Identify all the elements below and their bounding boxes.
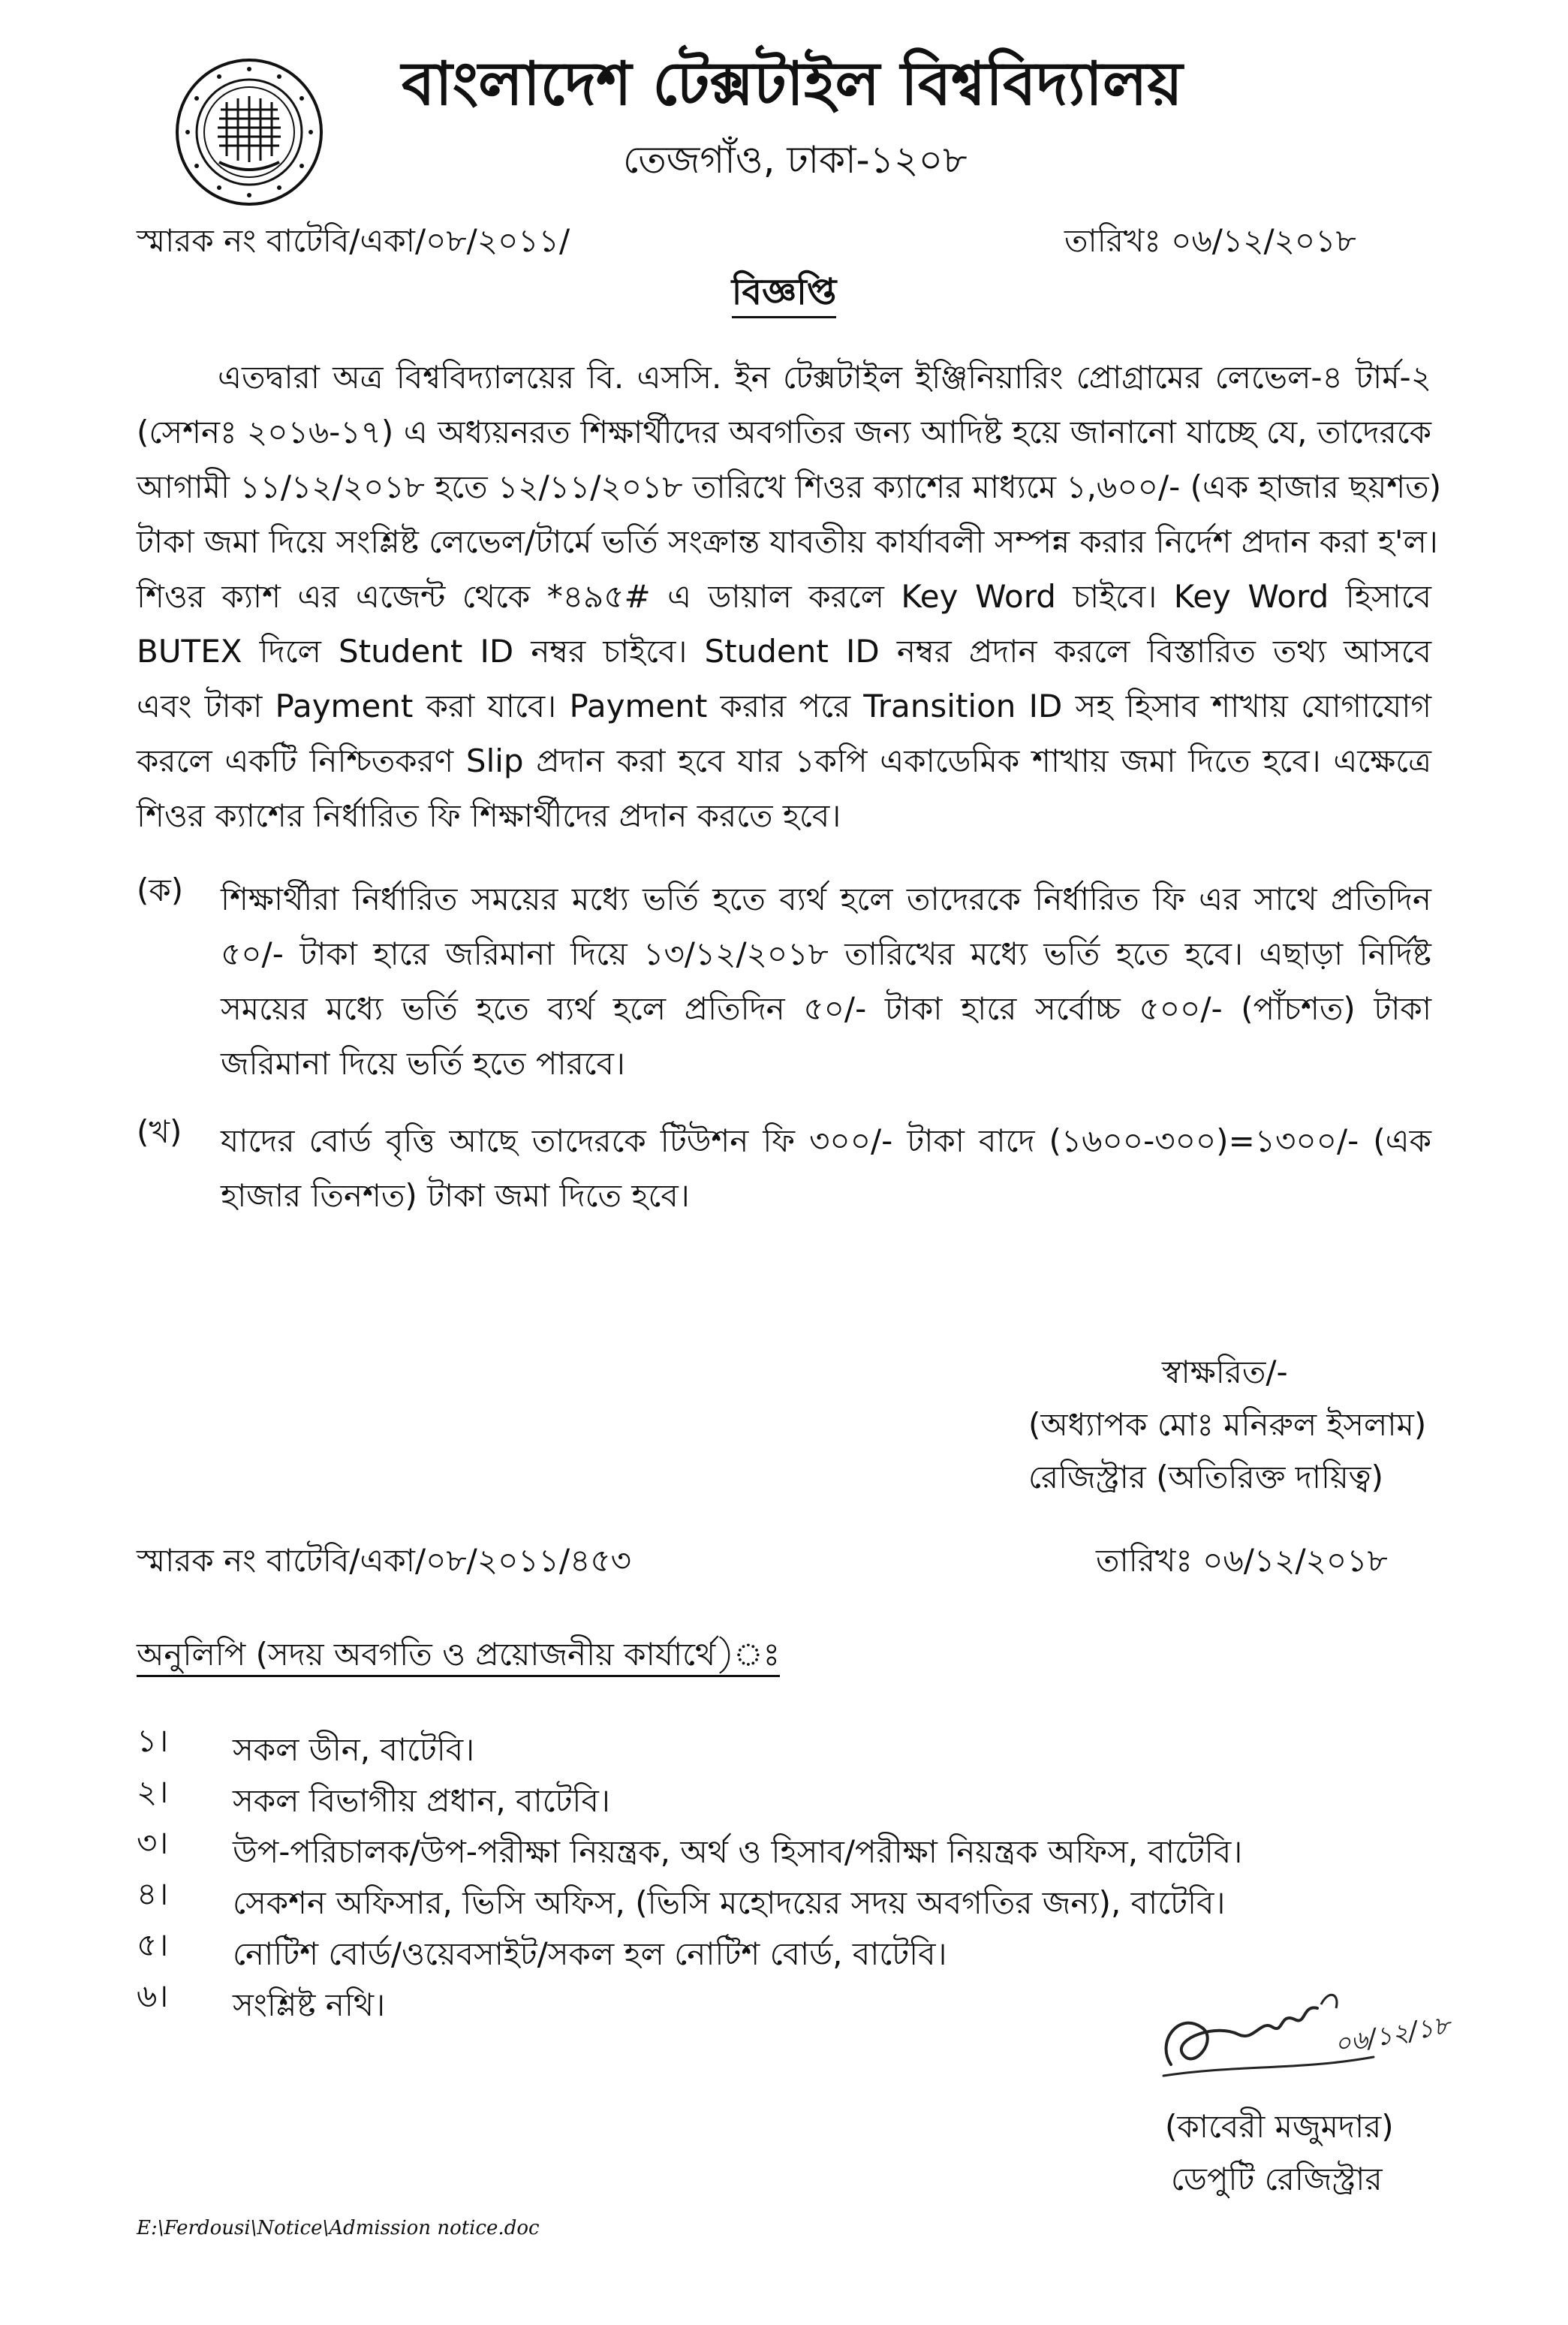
point-line: হাজার তিনশত) টাকা জমা দিতে হবে। <box>221 1177 690 1214</box>
paragraph-line: শিওর ক্যাশের নির্ধারিত ফি শিক্ষার্থীদের প্রদান করতে হবে। <box>137 797 841 834</box>
memo-reference-bottom: স্মারক নং বাটেবি/একা/০৮/২০১১/৪৫৩ <box>137 1542 631 1579</box>
copy-to-item: উপ-পরিচালক/উপ-পরীক্ষা নিয়ন্ত্রক, অর্থ ও হিসাব/পরীক্ষা নিয়ন্ত্রক অফিস, বাটেবি। <box>233 1833 1243 1870</box>
deputy-designation: ডেপুটি রেজিস্ট্রার <box>1171 2161 1383 2197</box>
paragraph-line: এবং টাকা Payment করা যাবে। Payment করার পরে Transition ID সহ হিসাব শাখায় যোগাযোগ <box>137 688 1431 724</box>
registrar-name: (অধ্যাপক মোঃ মনিরুল ইসলাম) <box>1028 1406 1427 1443</box>
university-name: বাংলাদেশ টেক্সটাইল বিশ্ববিদ্যালয় <box>402 49 1183 119</box>
university-address: তেজগাঁও, ঢাকা-১২০৮ <box>623 138 968 182</box>
point-line: জরিমানা দিয়ে ভর্তি হতে পারবে। <box>221 1045 625 1082</box>
copy-to-number: ২। <box>137 1773 169 1810</box>
point-line: যাদের বোর্ড বৃত্তি আছে তাদেরকে টিউশন ফি ৩০০/- টাকা বাদে (১৬০০-৩০০)=১৩০০/- (এক <box>221 1122 1431 1159</box>
copy-to-item: সকল ডীন, বাটেবি। <box>233 1731 475 1768</box>
paragraph-line: শিওর ক্যাশ এর এজেন্ট থেকে *৪৯৫# এ ডায়াল করলে Key Word চাইবে। Key Word হিসাবে <box>137 578 1431 615</box>
university-seal-icon <box>174 57 324 207</box>
memo-date-bottom: তারিখঃ ০৬/১২/২০১৮ <box>1096 1542 1388 1579</box>
handwritten-date: ০৬/১২/১৮ <box>1332 2010 1452 2060</box>
paragraph-line: আগামী ১১/১২/২০১৮ হতে ১২/১১/২০১৮ তারিখে শিওর ক্যাশের মাধ্যমে ১,৬০০/- (এক হাজার ছয়শত) <box>137 468 1442 505</box>
signed-mark: স্বাক্ষরিত/- <box>1162 1354 1288 1390</box>
copy-to-item: সেকশন অফিসার, ভিসি অফিস, (ভিসি মহোদয়ের সদয় অবগতির জন্য), বাটেবি। <box>233 1884 1226 1921</box>
file-path: E:\Ferdousi\Notice\Admission notice.doc <box>137 2217 540 2239</box>
handwritten-signature <box>1148 1982 1464 2095</box>
paragraph-line: এতদ্বারা অত্র বিশ্ববিদ্যালয়ের বি. এসসি. ইন টেক্সটাইল ইঞ্জিনিয়ারিং প্রোগ্রামের লেভেল-৪ টার্ম-২ <box>218 359 1431 396</box>
point-marker: (খ) <box>137 1113 182 1150</box>
point-line: সময়ের মধ্যে ভর্তি হতে ব্যর্থ হলে প্রতিদিন ৫০/- টাকা হারে সর্বোচ্চ ৫০০/- (পাঁচশত) টাকা <box>221 990 1431 1027</box>
paragraph-line: টাকা জমা দিয়ে সংশ্লিষ্ট লেভেল/টার্মে ভর্তি সংক্রান্ত যাবতীয় কার্যাবলী সম্পন্ন করার নির্দেশ প্রদান করা হ'ল। <box>137 523 1438 560</box>
memo-date-top: তারিখঃ ০৬/১২/২০১৮ <box>1064 222 1356 259</box>
notice-title <box>0 271 1568 313</box>
deputy-name: (কাবেরী মজুমদার) <box>1165 2108 1394 2145</box>
copy-to-number: ৪। <box>137 1875 169 1912</box>
copy-to-item: সকল বিভাগীয় প্রধান, বাটেবি। <box>233 1782 610 1819</box>
copy-to-item: সংশ্লিষ্ট নথি। <box>233 1986 386 2023</box>
memo-reference-top: স্মারক নং বাটেবি/একা/০৮/২০১১/ <box>137 222 570 259</box>
point-marker: (ক) <box>137 872 184 908</box>
paragraph-line: BUTEX দিলে Student ID নম্বর চাইবে। Student ID নম্বর প্রদান করলে বিস্তারিত তথ্য আসবে <box>137 633 1431 670</box>
copy-to-number: ৫। <box>137 1926 169 1963</box>
copy-to-item: নোটিশ বোর্ড/ওয়েবসাইট/সকল হল নোটিশ বোর্ড, বাটেবি। <box>233 1935 947 1972</box>
paragraph-line: (সেশনঃ ২০১৬-১৭) এ অধ্যয়নরত শিক্ষার্থীদের অবগতির জন্য আদিষ্ট হয়ে জানানো যাচ্ছে যে, তাদেরকে <box>137 414 1431 450</box>
point-line: শিক্ষার্থীরা নির্ধারিত সময়ের মধ্যে ভর্তি হতে ব্যর্থ হলে তাদেরকে নির্ধারিত ফি এর সাথে প্রতিদিন <box>221 881 1431 917</box>
notice-title-text: বিজ্ঞপ্তি <box>732 271 837 318</box>
paragraph-line: করলে একটি নিশ্চিতকরণ Slip প্রদান করা হবে যার ১কপি একাডেমিক শাখায় জমা দিতে হবে। এক্ষেত্রে <box>137 742 1431 779</box>
copy-to-number: ৬। <box>137 1977 169 2014</box>
copy-to-heading: অনুলিপি (সদয় অবগতি ও প্রয়োজনীয় কার্যার্থে)ঃ <box>137 1639 780 1670</box>
registrar-designation: রেজিস্ট্রার (অতিরিক্ত দায়িত্ব) <box>1028 1459 1384 1495</box>
copy-to-number: ৩। <box>137 1824 169 1861</box>
point-line: ৫০/- টাকা হারে জরিমানা দিয়ে ১৩/১২/২০১৮ তারিখের মধ্যে ভর্তি হতে হবে। এছাড়া নির্দিষ্ট <box>221 935 1431 972</box>
copy-to-number: ১। <box>137 1722 169 1759</box>
